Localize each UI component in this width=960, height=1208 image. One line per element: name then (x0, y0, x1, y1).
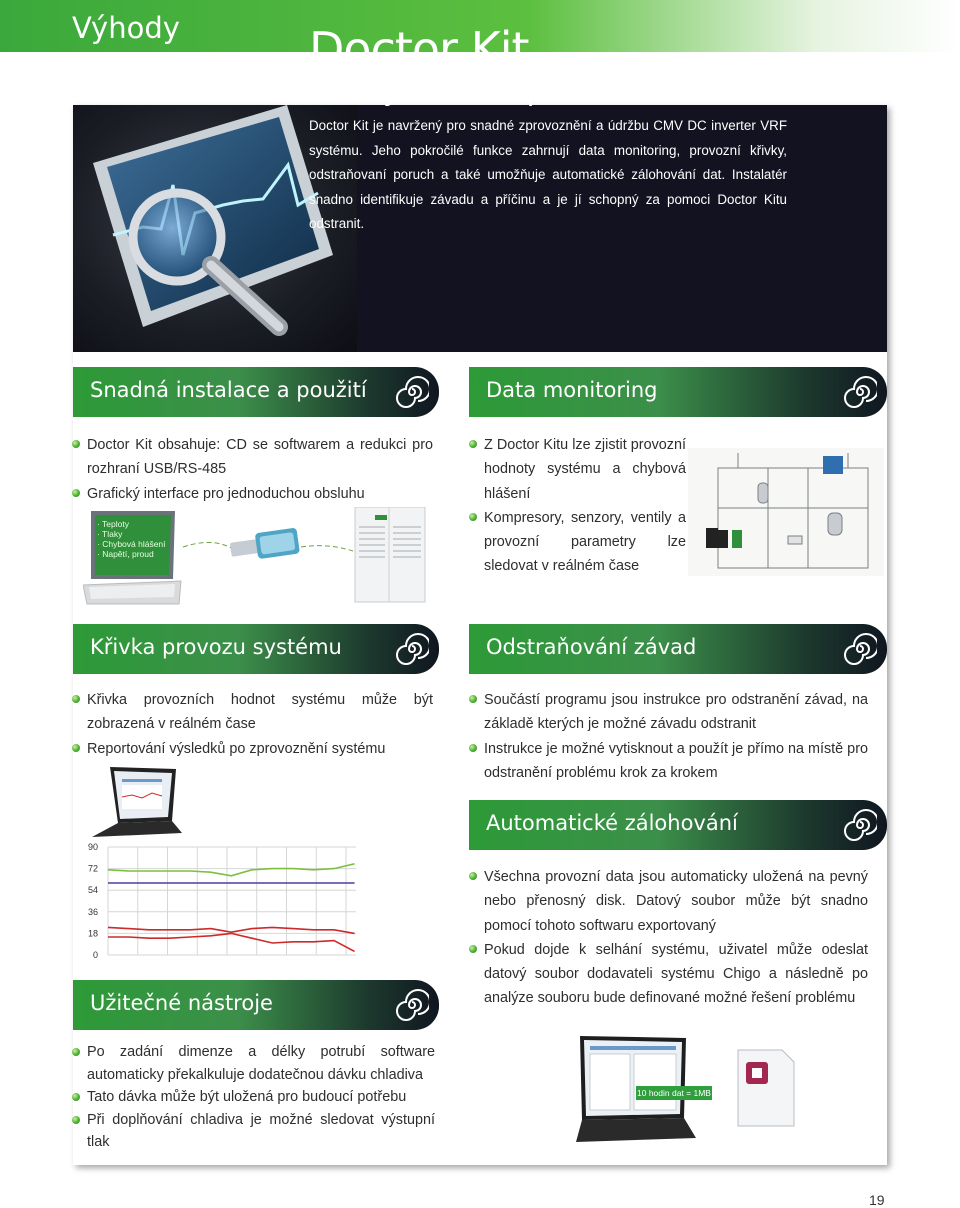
list-item: Reportování výsledků po zprovoznění systému (73, 737, 433, 761)
bullet-icon (72, 1093, 80, 1101)
bullet-icon (469, 440, 477, 448)
list-item: Kompresory, senzory, ventily a provozní parametry lze sledovat v reálném čase (470, 506, 686, 579)
y-tick-label: 0 (92, 950, 98, 960)
list-item: Po zadání dimenze a délky potrubí software automaticky překalkuluje dodatečnou dávku chladiva (73, 1041, 435, 1086)
list-item: Při doplňování chladiva je možné sledovat výstupní tlak (73, 1109, 435, 1154)
list-item: Tato dávka může být uložená pro budoucí potřebu (73, 1086, 435, 1109)
product-title: Doctor Kit (309, 22, 529, 76)
section-header-install (73, 367, 439, 417)
list-item: Křivka provozních hodnot systému může být zobrazená v reálném čase (73, 688, 433, 737)
backup-list (470, 865, 868, 1011)
bullet-icon (72, 744, 80, 752)
spiral-icon (395, 632, 429, 666)
section-header-backup (469, 800, 887, 850)
bullet-icon (72, 695, 80, 703)
operating-curve-chart (80, 835, 380, 965)
product-description: Doctor Kit je navržený pro snadné zprovoznění a údržbu CMV DC inverter VRF systému. Jeho pokročilé funkce zahrnují data monitoring, provozní křivky, odstraňovaní poruch a také umožňuje automatické zálohování dat. Instalatér snadno identifikuje závadu a příčinu a je jí schopný za pomoci Doctor Kitu odstranit. (309, 118, 787, 231)
list-item: Pokud dojde k selhání systému, uživatel může odeslat datový soubor dodavateli systému Chigo a následně po analýze souboru bude definované možné řešení problému (470, 938, 868, 1011)
spiral-icon (843, 632, 877, 666)
spiral-icon (395, 988, 429, 1022)
bullet-icon (469, 695, 477, 703)
bullet-icon (469, 872, 477, 880)
y-tick-label: 18 (87, 928, 98, 939)
install-illustration (83, 507, 439, 610)
spiral-icon (843, 375, 877, 409)
bullet-icon (469, 945, 477, 953)
spiral-icon (395, 375, 429, 409)
product-subtitle: Účinný software pro údržbu (309, 74, 669, 107)
backup-illustration (576, 1034, 806, 1158)
list-item: Doctor Kit obsahuje: CD se softwarem a redukci pro rozhraní USB/RS-485 (73, 433, 433, 482)
laptop-image (92, 767, 182, 839)
page-number: 19 (869, 1192, 885, 1208)
section-title: Užitečné nástroje (90, 991, 273, 1015)
data-size-label: 10 hodin dat = 1MB (637, 1088, 711, 1098)
section-header-troubleshoot (469, 624, 887, 674)
list-item: Grafický interface pro jednoduchou obsluhu (73, 482, 433, 506)
y-tick-label: 54 (87, 885, 98, 896)
section-title: Křivka provozu systému (90, 635, 342, 659)
y-tick-label: 90 (87, 842, 98, 852)
section-title: Data monitoring (486, 378, 658, 402)
section-title: Automatické zálohování (486, 811, 738, 835)
series-line (108, 927, 355, 933)
section-title: Odstraňování závad (486, 635, 697, 659)
curve-list (73, 688, 433, 761)
bullet-icon (72, 1048, 80, 1056)
install-list (73, 433, 433, 506)
page-title: Výhody (72, 11, 180, 45)
section-header-tools (73, 980, 439, 1030)
section-header-monitoring (469, 367, 887, 417)
spiral-icon (843, 808, 877, 842)
tools-list (73, 1041, 435, 1154)
bullet-icon (72, 489, 80, 497)
monitoring-list (470, 433, 686, 579)
list-item: Součástí programu jsou instrukce pro odstranění závad, na základě kterých je možné závadu odstranit (470, 688, 868, 737)
list-item: Z Doctor Kitu lze zjistit provozní hodnoty systému a chybová hlášení (470, 433, 686, 506)
bullet-icon (469, 513, 477, 521)
section-title: Snadná instalace a použití (90, 378, 367, 402)
bullet-icon (469, 744, 477, 752)
series-line (108, 933, 355, 951)
list-item: Všechna provozní data jsou automaticky uložená na pevný nebo přenosný disk. Datový soubor může být snadno pomocí tohoto softwaru exportovaný (470, 865, 868, 938)
bullet-icon (72, 1116, 80, 1124)
troubleshoot-list (470, 688, 868, 785)
system-diagram-image (688, 448, 884, 576)
bullet-icon (72, 440, 80, 448)
y-tick-label: 36 (87, 906, 98, 917)
list-item: Instrukce je možné vytisknout a použít je přímo na místě pro odstranění problému krok za krokem (470, 737, 868, 786)
section-header-curve (73, 624, 439, 674)
laptop-screen-list: · Teploty · Tlaky · Chybová hlášení · Napětí, proud (97, 519, 166, 559)
y-tick-label: 72 (87, 863, 98, 874)
series-line (108, 864, 355, 876)
